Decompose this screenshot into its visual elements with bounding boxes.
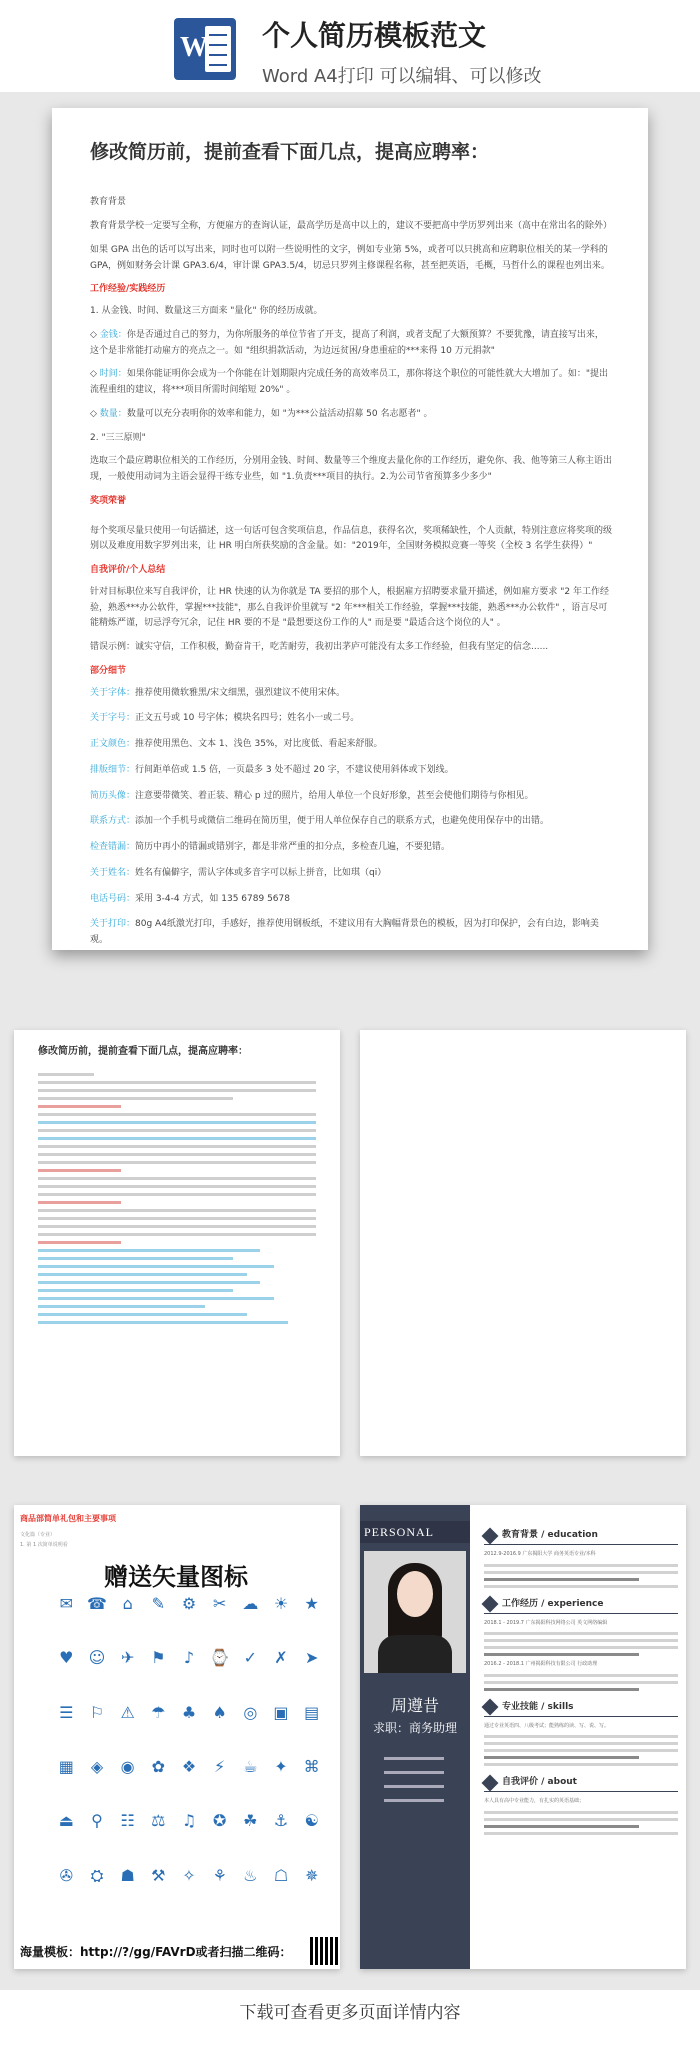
detail-row: 电话号码：采用 3-4-4 方式，如 135 6789 5678 xyxy=(90,893,290,904)
vector-icon: ⛭ xyxy=(90,1865,104,1885)
vector-icon: ♠ xyxy=(212,1702,227,1722)
work-num: ◇ 数量：数量可以充分表明你的效率和能力，如 "为***公益活动招募 50 名志愿者" 。 xyxy=(90,408,433,419)
vector-icon: ⚒ xyxy=(151,1865,166,1885)
detail-list xyxy=(90,686,612,949)
section-experience: 工作经历 / experience xyxy=(484,1596,678,1614)
resume-job: 求职：商务助理 xyxy=(372,1721,457,1735)
vector-icon: ✗ xyxy=(274,1648,288,1668)
vector-icon: ✉ xyxy=(59,1594,74,1613)
vector-icon: ☷ xyxy=(120,1811,135,1831)
self-paragraph-1: 针对目标职位来写自我评价，让 HR 快速的认为你就是 TA 要招的那个人，根据雇方招聘要求量开描述，例如雇方要求 "2 年工作经验，熟悉***办公软件，掌握***技能"，那么自我评价里就写 "2 年***相关工作经验，掌握***技能，熟悉***办公软件" ，语言尽可能精炼严谨，切忌浮夸冗余，记住 HR 要的不是 "最想要这份工作的人" 而是要 "最适合这个岗位的人" 。 xyxy=(90,586,610,629)
personal-label: PERSONAL xyxy=(360,1521,470,1543)
vector-icon: ♥ xyxy=(59,1648,74,1668)
vector-icon: ⚠ xyxy=(120,1702,135,1722)
section-about: 自我评价 / about xyxy=(484,1774,678,1792)
vector-icon: ✦ xyxy=(274,1756,288,1776)
vector-icon: ⚐ xyxy=(89,1702,105,1722)
vector-icon: ⚙ xyxy=(181,1594,197,1613)
work-point-2: 2. "三三原则" xyxy=(90,432,146,443)
edu-paragraph-2: 如果 GPA 出色的话可以写出来，同时也可以附一些说明性的文字，例如专业第 5%，或者可以只挑高和应聘职位相关的某一学科的 GPA，例如财务会计课 GPA3.6/4，审计课 GPA3.5/4，切忌只罗列主修课程名称，甚至把英语，毛概，马哲什么的课程也列出来。 xyxy=(90,244,610,271)
thumbnail-title: 修改简历前，提前查看下面几点，提高应聘率： xyxy=(38,1046,248,1057)
vector-icon: ★ xyxy=(304,1594,319,1613)
resume-name: 周遵昔 xyxy=(390,1698,439,1715)
section-education: 教育背景 / education xyxy=(484,1527,678,1545)
vector-icon: ✂ xyxy=(212,1594,227,1613)
vector-icon: ⏏ xyxy=(58,1811,74,1831)
section-skills: 专业技能 / skills xyxy=(484,1699,678,1717)
work-section-title: 工作经验/实践经历 xyxy=(90,284,166,295)
vector-icons-grid xyxy=(54,1593,324,1913)
vector-icon: ⚘ xyxy=(212,1865,227,1885)
detail-section-title: 部分细节 xyxy=(90,665,127,676)
detail-row: 关于打印：80g A4纸激光打印，手感好，推荐使用钢板纸，不建议用有大胸幅背景色的模板，因为打印保护，会有白边，影响美观。 xyxy=(90,919,599,945)
vector-icon: ♫ xyxy=(181,1811,197,1831)
vector-icon: ⚲ xyxy=(91,1811,103,1831)
vector-icon: ❖ xyxy=(181,1756,197,1776)
vector-icon: ☘ xyxy=(243,1811,258,1831)
vector-icon: ✇ xyxy=(59,1865,74,1885)
vector-icon: ✵ xyxy=(304,1865,319,1885)
edu-label: 教育背景 xyxy=(90,197,127,208)
icons-page-line-0: 文化篇（专业） xyxy=(20,1532,56,1538)
footer-more-pages[interactable]: 下载可查看更多页面详情内容 xyxy=(0,1990,700,2046)
vector-icon: ♨ xyxy=(243,1865,258,1885)
resume-main xyxy=(470,1505,686,1969)
vector-icon: ♪ xyxy=(183,1648,195,1668)
vector-icon: ▦ xyxy=(58,1756,74,1776)
page-heading: 修改简历前，提前查看下面几点，提高应聘率： xyxy=(90,141,490,163)
work-point-1: 1. 从金钱、时间、数量这三方面来 "量化" 你的经历成就。 xyxy=(90,306,323,316)
vector-icon: ◉ xyxy=(120,1756,135,1776)
vector-icon: ☯ xyxy=(304,1811,319,1831)
exp-line: 2018.1 - 2019.7 广东揭阳科技网络公司 英文网络编辑 xyxy=(484,1619,608,1626)
vector-icon: ▤ xyxy=(304,1702,320,1722)
award-paragraph: 每个奖项尽量只使用一句话描述，这一句话可包含奖项信息，作品信息，获得名次，奖项稀缺性，个人贡献，特别注意应将奖项的级别以及难度用数字罗列出来，让 HR 明白所获奖励的含金量。如："2019年，全国财务模拟竞赛一等奖（全校 3 名学生获得）" xyxy=(90,525,613,552)
edu-paragraph-1: 教育背景学校一定要写全称，方便雇方的查询认证，最高学历是高中以上的，建议不要把高中学历罗列出来（高中在常出名的除外） xyxy=(90,221,613,231)
self-paragraph-2: 错误示例：诚实守信，工作积极，勤奋肯干，吃苦耐劳，我初出茅庐可能没有太多工作经验，但我有坚定的信念...... xyxy=(90,642,549,652)
thumbnail-page-2[interactable] xyxy=(360,1030,686,1456)
detail-row: 关于字体：推荐使用微软雅黑/宋文细黑，强烈建议不使用宋体。 xyxy=(90,687,346,698)
detail-row: 简历头像：注意要带微笑、着正装、精心 p 过的照片，给用人单位一个良好形象，甚至会使他们期待与你相见。 xyxy=(90,790,534,801)
work-time: ◇ 时间：如果你能证明你会成为一个你能在计划期限内完成任务的高效率员工，那你将这个职位的可能性就大大增加了。如："提出流程重组的建议，将***项目所需时间缩短 20%" 。 xyxy=(90,369,608,395)
resume-sidebar xyxy=(360,1505,470,1969)
document-page-preview xyxy=(52,108,648,950)
vector-icon: ◈ xyxy=(90,1756,104,1776)
vector-icon: ▣ xyxy=(273,1702,289,1722)
word-icon: W xyxy=(174,18,236,80)
profile-photo xyxy=(364,1551,466,1673)
header-title: 个人简历模板范文 xyxy=(262,19,487,52)
detail-row: 关于字号：正文五号或 10 号字体；模块名四号；姓名小一或二号。 xyxy=(90,713,360,724)
qr-caption: 海量模板：http://?/gg/FAVrD或者扫描二维码： xyxy=(20,1945,292,1959)
about-text: 本人具有高中专业能力，有扎实的英语基础； xyxy=(484,1798,585,1805)
header-subtitle: Word A4打印 可以编辑、可以修改 xyxy=(262,66,542,87)
vector-icon: ✓ xyxy=(243,1648,258,1668)
qr-code-icon xyxy=(310,1937,338,1965)
vector-icon: ⚑ xyxy=(151,1648,166,1668)
self-section-title: 自我评价/个人总结 xyxy=(90,565,166,575)
skills-text: 通过专业英语四、八级考试；能熟练的读、写、说、写。 xyxy=(484,1722,610,1729)
vector-icon: ☰ xyxy=(59,1702,74,1722)
vector-icon: ◎ xyxy=(243,1702,258,1722)
vector-icon: ⚓ xyxy=(273,1811,289,1831)
detail-row: 联系方式：添加一个手机号或微信二维码在简历里，便于用人单位保存自己的联系方式，也避免使用保存中的出错。 xyxy=(90,816,550,827)
detail-row: 正文颜色：推荐使用黑色、文本 1、浅色 35%，对比度低、看起来舒服。 xyxy=(90,739,383,749)
award-section-title: 奖项荣誉 xyxy=(90,495,127,506)
vector-icon: ☖ xyxy=(273,1865,289,1885)
detail-row: 排版细节：行间距单倍或 1.5 倍，一页最多 3 处不超过 20 字，不建议使用斜体或下划线。 xyxy=(90,764,454,775)
detail-row: 检查错漏：简历中再小的错漏或错别字，都是非常严重的扣分点，多检查几遍，不要犯错。 xyxy=(90,842,451,852)
vector-icon: ☗ xyxy=(120,1865,135,1885)
vector-icon: ☁ xyxy=(242,1594,259,1613)
vector-icon: ⌘ xyxy=(303,1756,320,1776)
vector-icon: ✈ xyxy=(120,1648,135,1668)
vector-icon: ✎ xyxy=(151,1594,166,1613)
icons-page-title: 商品部简单礼包和主要事项 xyxy=(20,1514,116,1523)
work-point-3: 选取三个最应聘职位相关的工作经历，分别用金钱、时间、数量等三个维度去量化你的工作经历，避免你、我、他等第三人称主语出现，一般使用动词为主语会显得干练专业些，如 "1.负责***项目的执行。2.为公司节省预算多少多少" xyxy=(90,456,613,482)
vector-icon: ✧ xyxy=(182,1865,196,1885)
vector-icon: ➤ xyxy=(304,1648,319,1668)
header xyxy=(0,0,700,92)
vector-icon: ⌚ xyxy=(209,1648,230,1668)
gift-icons-title: 赠送矢量图标 xyxy=(104,1563,248,1591)
vector-icon: ⚖ xyxy=(151,1811,166,1831)
vector-icon: ⚡ xyxy=(214,1756,226,1776)
vector-icon: ☀ xyxy=(273,1594,289,1613)
vector-icon: ☂ xyxy=(151,1702,166,1722)
vector-icon: ♣ xyxy=(181,1702,197,1722)
detail-row: 关于姓名：姓名有偏僻字，需认字体或多音字可以标上拼音，比如琪（qi） xyxy=(90,867,387,878)
exp-line-2: 2016.2 - 2018.1 广州揭阳科技有限公司 行政助理 xyxy=(484,1661,598,1668)
thumbnail-page-1[interactable] xyxy=(14,1030,340,1456)
thumbnail-resume-page[interactable] xyxy=(360,1505,686,1969)
vector-icon: ☕ xyxy=(243,1756,258,1776)
vector-icon: ☎ xyxy=(87,1594,107,1613)
vector-icon: ✿ xyxy=(151,1756,166,1776)
vector-icon: ⌂ xyxy=(122,1594,133,1613)
icons-page-line-1: 1. 第 1 次简单说明看 xyxy=(20,1542,68,1548)
edu-line: 2012.9-2016.9 广东揭阳大学 商务英语专业/本科 xyxy=(484,1551,596,1558)
work-money: ◇ 金钱：你是否通过自己的努力，为你所服务的单位节省了开支，提高了利润，或者支配了大额预算？不要犹豫，请直接写出来，这个是非常能打动雇方的亮点之一。如 "组织捐款活动，为边远贫困/身患重症的***来得 10 万元捐款" xyxy=(90,329,604,356)
vector-icon: ☺ xyxy=(88,1648,106,1668)
vector-icon: ✪ xyxy=(212,1811,227,1831)
thumbnail-icons-page[interactable] xyxy=(14,1505,340,1969)
